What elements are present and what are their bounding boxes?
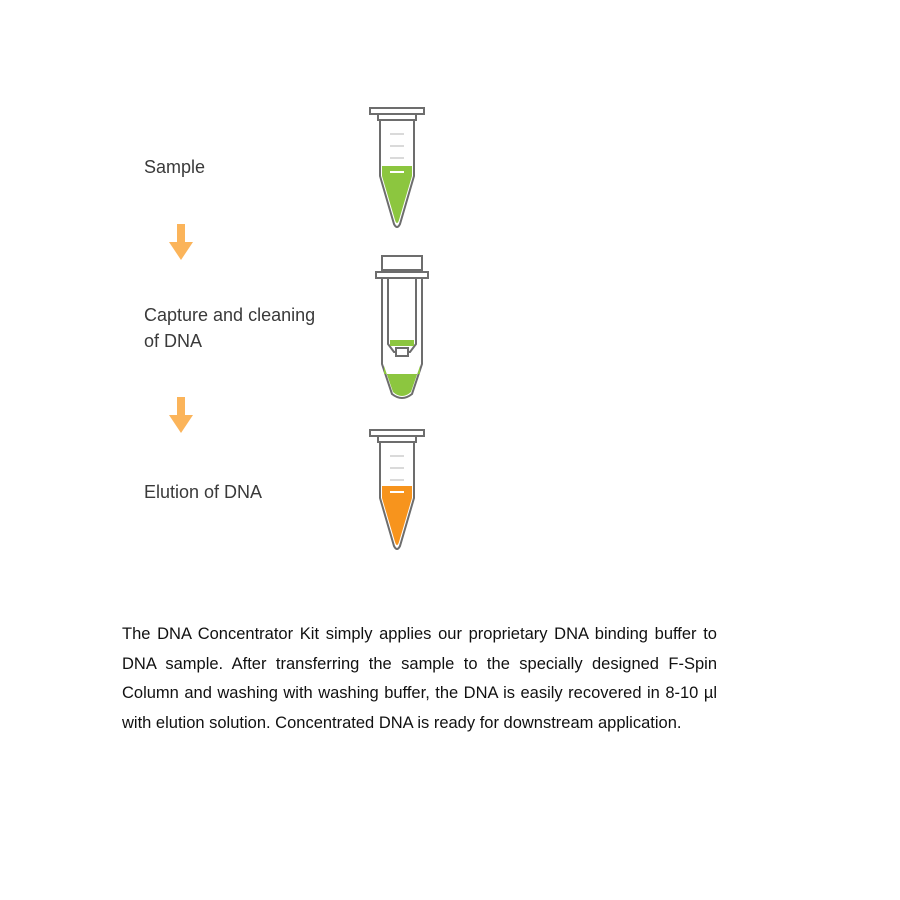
spin-column-tube-icon xyxy=(374,254,430,404)
step-label-elution: Elution of DNA xyxy=(144,482,263,502)
down-arrow-icon xyxy=(169,397,193,433)
sample-tube-icon xyxy=(366,106,428,232)
kit-description: The DNA Concentrator Kit simply applies our proprietary DNA binding buffer to DNA sample. After transferring the sample to the specially designed F-Spin Column and washing with washing buffer, the DNA is easily recovered in 8-10 µl with elution solution. Concentrated DNA is ready for downstream application. xyxy=(122,625,717,732)
elution-tube-icon xyxy=(366,428,428,554)
down-arrow-icon xyxy=(169,224,193,260)
step-label-sample: Sample xyxy=(144,157,206,177)
step-label-capture: Capture and cleaning of DNA xyxy=(144,305,316,351)
